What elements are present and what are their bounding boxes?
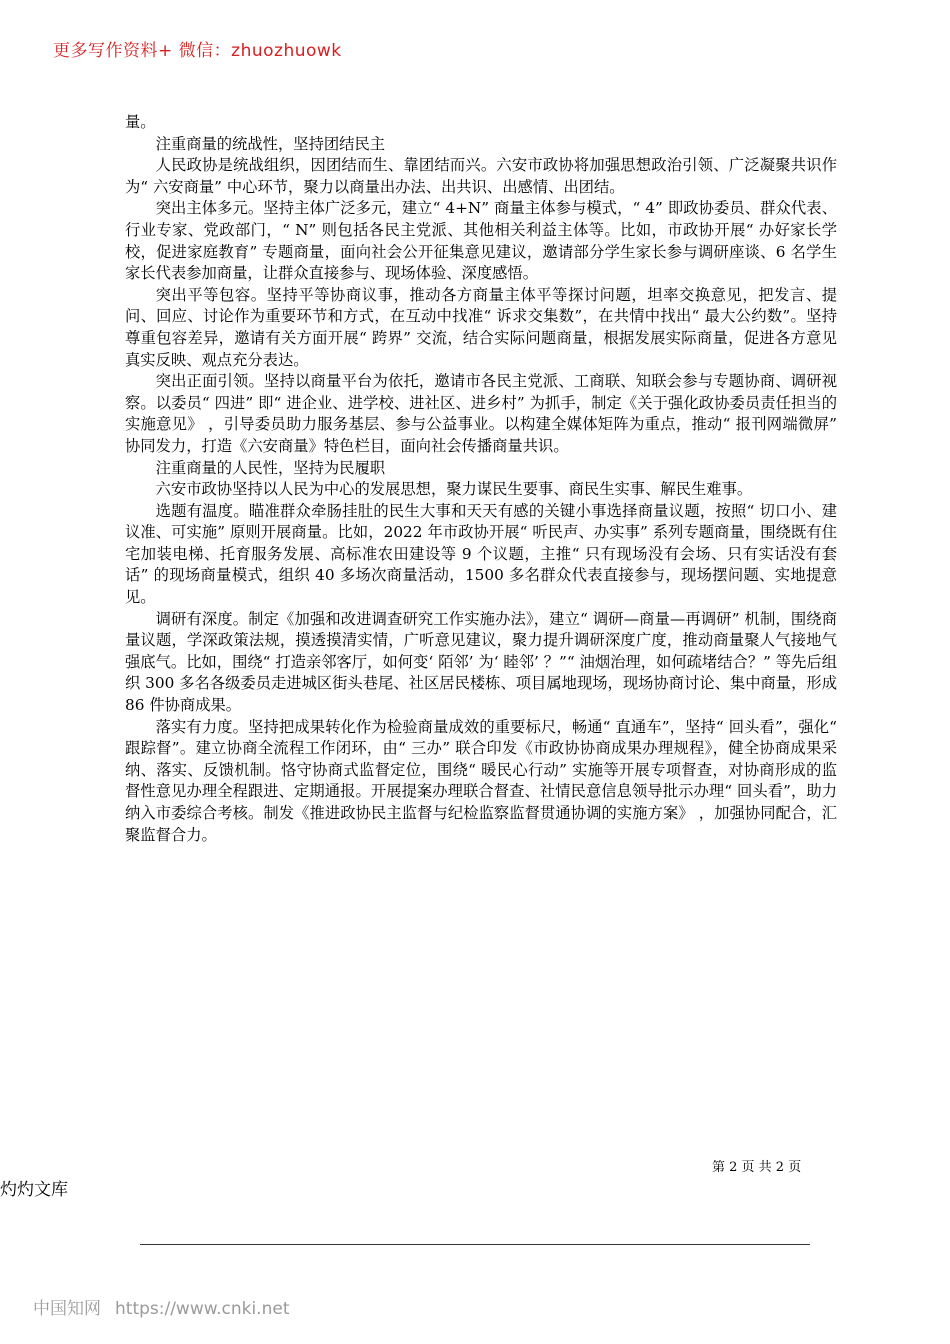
paragraph: 调研有深度。制定《加强和改进调查研究工作实施办法》，建立“ 调研—商量—再调研” 机制，围绕商量议题，学深政策法规，摸透摸清实情，广听意见建议，聚力提升调研深度广度，推动商量聚人气接地气强底气。比如，围绕“ 打造亲邻客厅，如何变‘ 陌邻’ 为‘ 睦邻’ ？”“ 油烟治理，如何疏堵结合？” 等先后组织 300 多名各级委员走进城区街头巷尾、社区居民楼栋、项目属地现场，现场协商讨论、集中商量，形成 86 件协商成果。 bbox=[125, 609, 837, 715]
footer-divider bbox=[140, 1244, 810, 1245]
footer-site-name: 中国知网 bbox=[33, 1299, 101, 1319]
paragraph: 突出正面引领。坚持以商量平台为依托，邀请市各民主党派、工商联、知联会参与专题协商、调研视察。以委员“ 四进” 即“ 进企业、进学校、进社区、进乡村” 为抓手，制定《关于强化政协委员责任担当的实施意见》 ，引导委员助力服务基层、参与公益事业。以构建全媒体矩阵为重点，推动“ 报刊网端微屏” 协同发力，打造《六安商量》特色栏目，面向社会传播商量共识。 bbox=[125, 372, 837, 455]
page-number: 第 2 页 共 2 页 bbox=[712, 1160, 802, 1175]
section-heading: 注重商量的统战性，坚持团结民主 bbox=[155, 134, 386, 153]
library-watermark: 灼灼文库 bbox=[0, 1180, 68, 1200]
document-body bbox=[125, 112, 837, 846]
paragraph: 突出主体多元。坚持主体广泛多元，建立“ 4+N” 商量主体参与模式，“ 4” 即政协委员、群众代表、行业专家、党政部门，“ N” 则包括各民主党派、其他相关利益主体等。比如，市政协开展“ 办好家长学校，促进家庭教育” 专题商量，面向社会公开征集意见建议，邀请部分学生家长参与调研座谈、6 名学生家长代表参加商量，让群众直接参与、现场体验、深度感悟。 bbox=[125, 199, 837, 283]
paragraph: 六安市政协坚持以人民为中心的发展思想，聚力谋民生要事、商民生实事、解民生难事。 bbox=[155, 480, 753, 499]
promo-header-text: 更多写作资料+ 微信：zhuozhuowk bbox=[53, 41, 342, 61]
paragraph: 量。 bbox=[125, 113, 156, 131]
paragraph: 选题有温度。瞄准群众牵肠挂肚的民生大事和天天有感的关键小事选择商量议题，按照“ 切口小、建议准、可实施” 原则开展商量。比如，2022 年市政协开展“ 听民声、办实事” 系列专题商量，围绕既有住宅加装电梯、托育服务发展、高标准农田建设等 9 个议题，主推“ 只有现场没有会场、只有实话没有套话” 的现场商量模式，组织 40 多场次商量活动，1500 多名群众代表直接参与，现场摆问题、实地提意见。 bbox=[125, 501, 837, 607]
section-heading: 注重商量的人民性，坚持为民履职 bbox=[155, 458, 386, 477]
paragraph: 落实有力度。坚持把成果转化作为检验商量成效的重要标尺，畅通“ 直通车”，坚持“ 回头看”，强化“ 跟踪督”。建立协商全流程工作闭环，由“ 三办” 联合印发《市政协协商成果办理规程》，健全协商成果采纳、落实、反馈机制。恪守协商式监督定位，围绕“ 暖民心行动” 实施等开展专项督查，对协商形成的监督性意见办理全程跟进、定期通报。开展提案办理联合督查、社情民意信息领导批示办理“ 回头看”，助力纳入市委综合考核。制发《推进政协民主监督与纪检监察监督贯通协调的实施方案》 ，加强协同配合，汇聚监督合力。 bbox=[125, 717, 837, 844]
paragraph: 人民政协是统战组织，因团结而生、靠团结而兴。六安市政协将加强思想政治引领、广泛凝聚共识作为“ 六安商量” 中心环节，聚力以商量出办法、出共识、出感情、出团结。 bbox=[125, 156, 837, 196]
footer-url: https://www.cnki.net bbox=[115, 1299, 290, 1319]
footer-watermark bbox=[33, 1294, 303, 1319]
paragraph: 突出平等包容。坚持平等协商议事，推动各方商量主体平等探讨问题，坦率交换意见，把发言、提问、回应、讨论作为重要环节和方式，在互动中找准“ 诉求交集数”，在共情中找出“ 最大公约数”。坚持尊重包容差异，邀请有关方面开展“ 跨界” 交流，结合实际问题商量，根据发展实际商量，促进各方意见真实反映、观点充分表达。 bbox=[125, 285, 837, 369]
